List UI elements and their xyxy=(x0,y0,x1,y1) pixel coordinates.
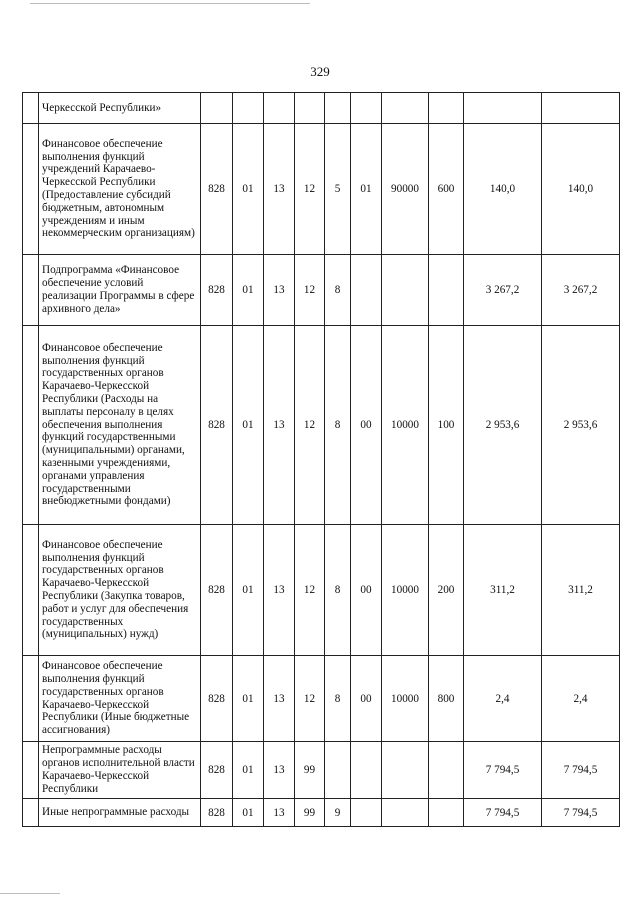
code-cell: 828 xyxy=(201,326,233,525)
code-cell xyxy=(429,93,464,124)
code-cell: 01 xyxy=(233,326,264,525)
expense-name-cell: Подпрограмма «Финансовое обеспечение условий реализации Программы в сфере архивного дела» xyxy=(39,255,201,326)
code-cell: 13 xyxy=(264,124,295,255)
expense-name-cell: Непрограммные расходы органов исполнительной власти Карачаево-Черкесской Республики xyxy=(39,742,201,799)
budget-table xyxy=(22,92,620,827)
code-cell: 9 xyxy=(325,799,351,827)
row-margin-cell xyxy=(23,656,39,742)
code-cell: 100 xyxy=(429,326,464,525)
code-cell: 828 xyxy=(201,656,233,742)
code-cell: 01 xyxy=(233,656,264,742)
code-cell xyxy=(351,93,382,124)
code-cell: 200 xyxy=(429,525,464,656)
row-margin-cell xyxy=(23,124,39,255)
code-cell xyxy=(429,255,464,326)
code-cell: 13 xyxy=(264,656,295,742)
code-cell: 8 xyxy=(325,326,351,525)
code-cell: 01 xyxy=(233,799,264,827)
code-cell: 13 xyxy=(264,742,295,799)
code-cell xyxy=(351,742,382,799)
table-row xyxy=(23,124,620,255)
code-cell xyxy=(429,742,464,799)
expense-name-cell: Финансовое обеспечение выполнения функций государственных органов Карачаево-Черкесской Республики (Иные бюджетные ассигнования) xyxy=(39,656,201,742)
code-cell: 828 xyxy=(201,799,233,827)
code-cell: 01 xyxy=(233,742,264,799)
code-cell: 01 xyxy=(233,255,264,326)
amount-cell: 2 953,6 xyxy=(542,326,620,525)
code-cell xyxy=(233,93,264,124)
table-row xyxy=(23,525,620,656)
table-row xyxy=(23,742,620,799)
code-cell: 01 xyxy=(233,124,264,255)
table-row xyxy=(23,326,620,525)
amount-cell: 2,4 xyxy=(542,656,620,742)
code-cell: 99 xyxy=(295,799,325,827)
code-cell xyxy=(295,93,325,124)
code-cell xyxy=(429,799,464,827)
amount-cell: 140,0 xyxy=(464,124,542,255)
amount-cell: 140,0 xyxy=(542,124,620,255)
amount-cell: 311,2 xyxy=(542,525,620,656)
expense-name-cell: Иные непрограммные расходы xyxy=(39,799,201,827)
expense-name-cell: Черкесской Республики» xyxy=(39,93,201,124)
code-cell: 12 xyxy=(295,124,325,255)
amount-cell: 7 794,5 xyxy=(542,742,620,799)
code-cell: 8 xyxy=(325,656,351,742)
table-row xyxy=(23,255,620,326)
amount-cell: 7 794,5 xyxy=(464,799,542,827)
expense-name-cell: Финансовое обеспечение выполнения функций государственных органов Карачаево-Черкесской Республики (Расходы на выплаты персоналу в целях обеспечения выполнения функций государственными (муниципальными) органами, казенными учреждениями, органами управления государственными внебюджетными фондами) xyxy=(39,326,201,525)
expense-name-cell: Финансовое обеспечение выполнения функций учреждений Карачаево-Черкесской Республики (Предоставление субсидий бюджетным, автономным учреждениям и иным некоммерческим организациям) xyxy=(39,124,201,255)
code-cell xyxy=(382,742,429,799)
code-cell xyxy=(325,742,351,799)
code-cell: 12 xyxy=(295,255,325,326)
code-cell: 01 xyxy=(351,124,382,255)
code-cell: 8 xyxy=(325,525,351,656)
code-cell: 5 xyxy=(325,124,351,255)
amount-cell xyxy=(464,93,542,124)
amount-cell: 2,4 xyxy=(464,656,542,742)
code-cell: 8 xyxy=(325,255,351,326)
amount-cell: 2 953,6 xyxy=(464,326,542,525)
amount-cell: 7 794,5 xyxy=(464,742,542,799)
code-cell: 10000 xyxy=(382,525,429,656)
code-cell: 90000 xyxy=(382,124,429,255)
bottom-scan-rule xyxy=(0,893,60,894)
row-margin-cell xyxy=(23,525,39,656)
amount-cell: 3 267,2 xyxy=(542,255,620,326)
code-cell: 828 xyxy=(201,525,233,656)
row-margin-cell xyxy=(23,93,39,124)
code-cell xyxy=(351,799,382,827)
code-cell xyxy=(325,93,351,124)
row-margin-cell xyxy=(23,255,39,326)
table-row xyxy=(23,656,620,742)
amount-cell xyxy=(542,93,620,124)
code-cell: 828 xyxy=(201,255,233,326)
code-cell xyxy=(351,255,382,326)
row-margin-cell xyxy=(23,799,39,827)
code-cell: 800 xyxy=(429,656,464,742)
code-cell: 13 xyxy=(264,799,295,827)
code-cell: 12 xyxy=(295,326,325,525)
expense-name-cell: Финансовое обеспечение выполнения функций государственных органов Карачаево-Черкесской Республики (Закупка товаров, работ и услуг для обеспечения государственных (муниципальных) нужд) xyxy=(39,525,201,656)
code-cell: 13 xyxy=(264,525,295,656)
code-cell: 01 xyxy=(233,525,264,656)
code-cell: 00 xyxy=(351,326,382,525)
code-cell: 00 xyxy=(351,525,382,656)
table-row xyxy=(23,93,620,124)
code-cell: 12 xyxy=(295,656,325,742)
code-cell: 10000 xyxy=(382,656,429,742)
table-row xyxy=(23,799,620,827)
page-number: 329 xyxy=(310,64,330,79)
row-margin-cell xyxy=(23,742,39,799)
row-margin-cell xyxy=(23,326,39,525)
code-cell xyxy=(382,799,429,827)
code-cell xyxy=(264,93,295,124)
top-scan-rule xyxy=(30,3,310,4)
code-cell: 828 xyxy=(201,742,233,799)
code-cell xyxy=(201,93,233,124)
code-cell: 13 xyxy=(264,326,295,525)
code-cell: 12 xyxy=(295,525,325,656)
code-cell: 13 xyxy=(264,255,295,326)
code-cell: 600 xyxy=(429,124,464,255)
code-cell: 00 xyxy=(351,656,382,742)
code-cell: 828 xyxy=(201,124,233,255)
amount-cell: 3 267,2 xyxy=(464,255,542,326)
code-cell xyxy=(382,255,429,326)
amount-cell: 311,2 xyxy=(464,525,542,656)
code-cell: 99 xyxy=(295,742,325,799)
amount-cell: 7 794,5 xyxy=(542,799,620,827)
code-cell xyxy=(382,93,429,124)
code-cell: 10000 xyxy=(382,326,429,525)
